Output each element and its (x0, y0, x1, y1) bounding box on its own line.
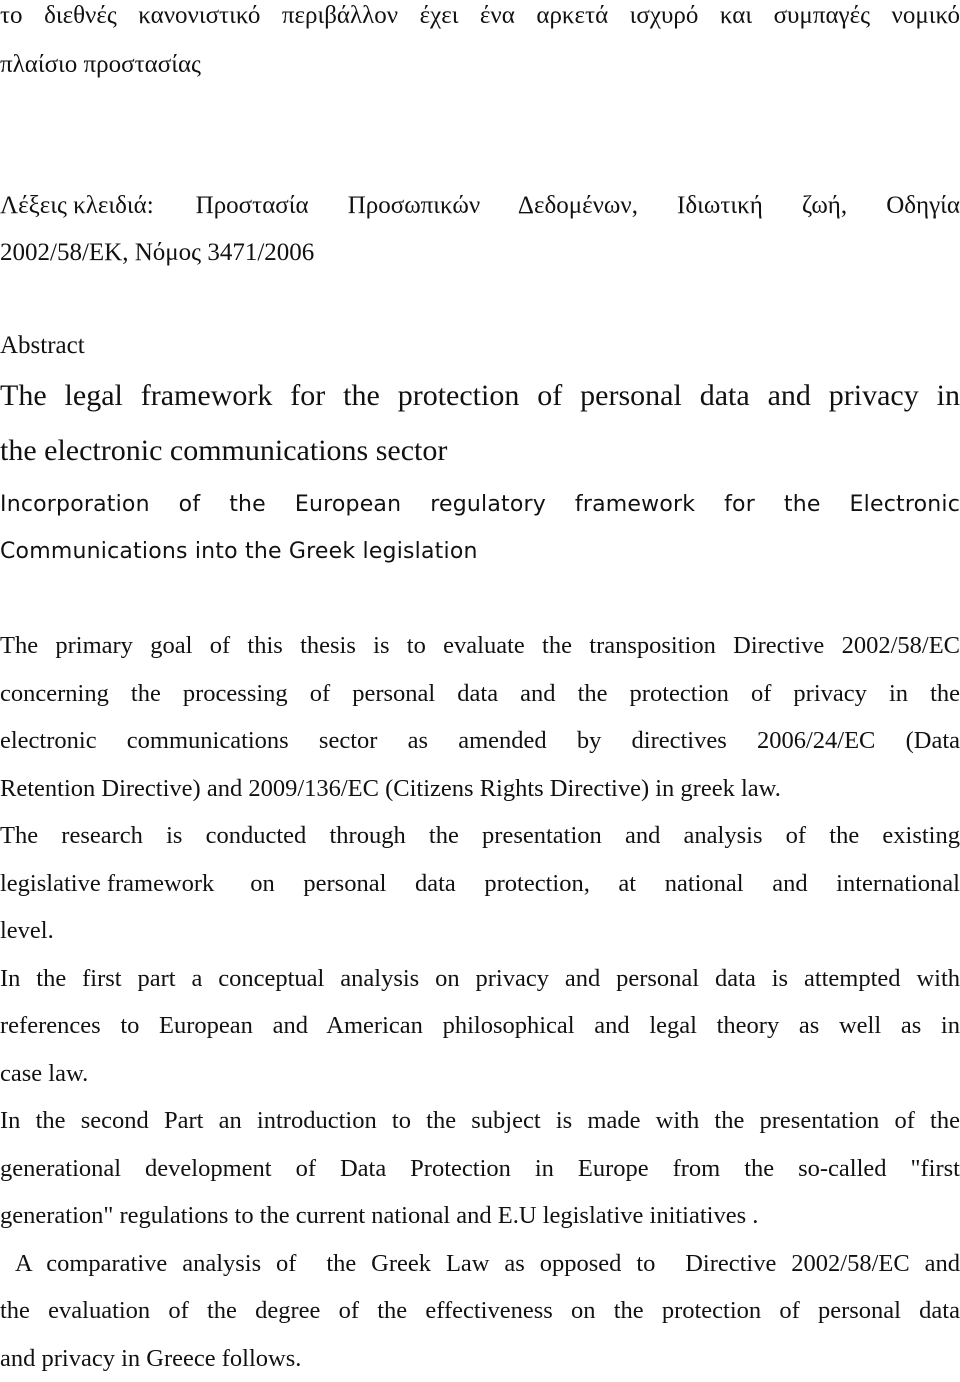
p4-line-1: In the second Part an introduction to the subject is made with the presentation of the (0, 1097, 960, 1145)
greek-intro-line-2: πλαίσιο προστασίας (0, 41, 960, 88)
abstract-title (0, 368, 960, 478)
keywords-terms: Προστασία Προσωπικών Δεδομένων, Ιδιωτική ζωή, Οδηγία (196, 182, 960, 229)
keywords-section (0, 182, 960, 276)
p2-line-3: level. (0, 907, 960, 955)
p2-line-2-part-b: on personal data protection, at national and international (250, 860, 960, 908)
p4-line-3: generation" regulations to the current national and E.U legislative initiatives . (0, 1192, 960, 1240)
p2-line-2 (0, 860, 960, 908)
abstract-subtitle (0, 481, 960, 575)
greek-intro (0, 0, 960, 88)
p2-line-1: The research is conducted through the presentation and analysis of the existing (0, 812, 960, 860)
abstract-heading: Abstract (0, 322, 960, 369)
keywords-terms-wrap (196, 182, 960, 229)
abstract-title-line-1: The legal framework for the protection of personal data and privacy in (0, 368, 960, 423)
keywords-line-1 (0, 182, 960, 229)
paragraph-5 (0, 1240, 960, 1382)
abstract-title-line-2: the electronic communications sector (0, 423, 960, 478)
p5-line-3: and privacy in Greece follows. (0, 1335, 960, 1382)
abstract-subtitle-line-2: Communications into the Greek legislation (0, 528, 960, 575)
p1-line-4: Retention Directive) and 2009/136/EC (Citizens Rights Directive) in greek law. (0, 765, 960, 813)
p3-line-3: case law. (0, 1050, 960, 1098)
paragraph-4 (0, 1097, 960, 1240)
p2-line-2-part-a: legislative framework (0, 860, 214, 908)
p1-line-1: The primary goal of this thesis is to evaluate the transposition Directive 2002/58/EC (0, 622, 960, 670)
p3-line-2: references to European and American philosophical and legal theory as well as in (0, 1002, 960, 1050)
p1-line-2: concerning the processing of personal data and the protection of privacy in the (0, 670, 960, 718)
p5-line-2: the evaluation of the degree of the effectiveness on the protection of personal data (0, 1287, 960, 1335)
abstract-heading-block (0, 322, 960, 369)
p4-line-2: generational development of Data Protection in Europe from the so-called "first (0, 1145, 960, 1193)
p2-line-2-gap (214, 860, 250, 908)
paragraph-2 (0, 812, 960, 955)
p3-line-1: In the first part a conceptual analysis on privacy and personal data is attempted with (0, 955, 960, 1003)
paragraph-3 (0, 955, 960, 1098)
keywords-line-2: 2002/58/ΕΚ, Νόμος 3471/2006 (0, 229, 960, 276)
abstract-body (0, 622, 960, 1382)
keywords-label: Λέξεις κλειδιά: (0, 182, 154, 229)
p1-line-3: electronic communications sector as amended by directives 2006/24/EC (Data (0, 717, 960, 765)
paragraph-1 (0, 622, 960, 812)
abstract-subtitle-line-1: Incorporation of the European regulatory framework for the Electronic (0, 481, 960, 528)
p5-line-1: A comparative analysis of the Greek Law as opposed to Directive 2002/58/EC and (0, 1240, 960, 1288)
greek-intro-line-1: το διεθνές κανονιστικό περιβάλλον έχει ένα αρκετά ισχυρό και συμπαγές νομικό (0, 0, 960, 39)
